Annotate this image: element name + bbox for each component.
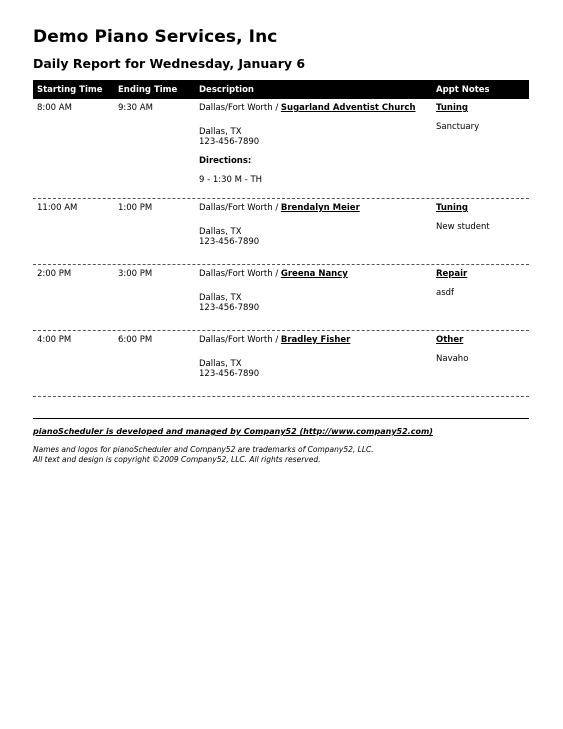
client-link[interactable]: Bradley Fisher xyxy=(280,335,351,345)
appt-notes xyxy=(436,203,528,232)
company-name: Demo Piano Services, Inc xyxy=(33,27,278,47)
column-header-description: Description xyxy=(199,85,254,95)
column-header-appt-notes: Appt Notes xyxy=(436,85,490,95)
table-row xyxy=(33,331,529,397)
table-row xyxy=(33,99,529,199)
client-link[interactable]: Brendalyn Meier xyxy=(280,203,360,213)
column-header-starting-time: Starting Time xyxy=(37,85,103,95)
client-phone: 123-456-7890 xyxy=(199,369,260,379)
appt-note: Sanctuary xyxy=(436,122,480,132)
start-time: 2:00 PM xyxy=(37,269,72,279)
client-phone: 123-456-7890 xyxy=(199,137,260,147)
appt-notes xyxy=(436,335,528,364)
client-city: Dallas, TX xyxy=(199,127,242,137)
developer-credit-link[interactable]: pianoScheduler is developed and managed by Company52 (http://www.company52.com) xyxy=(33,427,433,436)
service-type-link[interactable]: Other xyxy=(436,335,464,345)
end-time: 1:00 PM xyxy=(118,203,153,213)
start-time: 11:00 AM xyxy=(37,203,78,213)
start-time: 4:00 PM xyxy=(37,335,72,345)
client-phone: 123-456-7890 xyxy=(199,237,260,247)
service-area: Dallas/Fort Worth / xyxy=(199,269,281,279)
table-row xyxy=(33,199,529,265)
footer-divider xyxy=(33,418,529,419)
client-link[interactable]: Sugarland Adventist Church xyxy=(280,103,416,113)
schedule-table xyxy=(33,80,529,397)
description xyxy=(199,269,431,313)
copyright-notice: All text and design is copyright ©2009 Company52, LLC. All rights reserved. xyxy=(33,455,321,464)
service-area: Dallas/Fort Worth / xyxy=(199,103,281,113)
start-time: 8:00 AM xyxy=(37,103,72,113)
client-city: Dallas, TX xyxy=(199,227,242,237)
end-time: 9:30 AM xyxy=(118,103,153,113)
service-type-link[interactable]: Tuning xyxy=(436,103,469,113)
appt-notes xyxy=(436,103,528,132)
table-header xyxy=(33,80,529,99)
service-type-link[interactable]: Tuning xyxy=(436,203,469,213)
legal-notice xyxy=(33,445,374,465)
client-link[interactable]: Greena Nancy xyxy=(280,269,348,279)
directions-text: 9 - 1:30 M - TH xyxy=(199,175,263,185)
service-type-link[interactable]: Repair xyxy=(436,269,468,279)
report-title: Daily Report for Wednesday, January 6 xyxy=(33,56,306,71)
end-time: 3:00 PM xyxy=(118,269,153,279)
directions-label: Directions: xyxy=(199,156,252,166)
appt-notes xyxy=(436,269,528,298)
appt-note: asdf xyxy=(436,288,455,298)
appt-note: New student xyxy=(436,222,490,232)
client-city: Dallas, TX xyxy=(199,359,242,369)
appt-note: Navaho xyxy=(436,354,469,364)
client-phone: 123-456-7890 xyxy=(199,303,260,313)
description xyxy=(199,103,431,185)
description xyxy=(199,203,431,247)
table-row xyxy=(33,265,529,331)
end-time: 6:00 PM xyxy=(118,335,153,345)
description xyxy=(199,335,431,379)
service-area: Dallas/Fort Worth / xyxy=(199,203,281,213)
service-area: Dallas/Fort Worth / xyxy=(199,335,281,345)
client-city: Dallas, TX xyxy=(199,293,242,303)
trademark-notice: Names and logos for pianoScheduler and Company52 are trademarks of Company52, LLC. xyxy=(33,445,374,454)
column-header-ending-time: Ending Time xyxy=(118,85,178,95)
